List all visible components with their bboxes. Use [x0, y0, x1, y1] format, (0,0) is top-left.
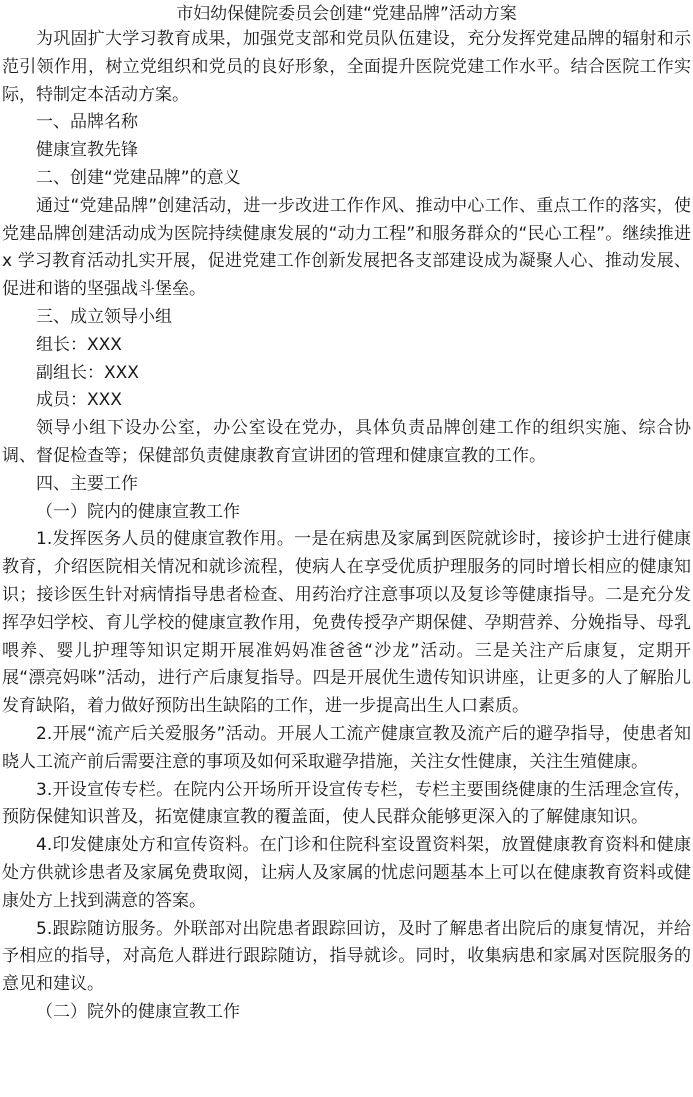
work-item-5-paragraph: 5.跟踪随访服务。外联部对出院患者跟踪回访，及时了解患者出院后的康复情况，并给予相应的指导，对高危人群进行跟踪随访，指导就诊。同时，收集病患和家属对医院服务的意见和建议。: [2, 918, 691, 995]
work-item-4-paragraph: 4.印发健康处方和宣传资料。在门诊和住院科室设置资料架，放置健康教育资料和健康处方供就诊患者及家属免费取阅，让病人及家属的忧虑问题基本上可以在健康教育资料或健康处方上找到满意的答案。: [2, 835, 691, 911]
deputy-leader-line: 副组长：XXX: [36, 362, 139, 383]
subsection-heading-in-hospital: （一）院内的健康宣教工作: [36, 501, 240, 522]
work-item-3-paragraph: 3.开设宣传专栏。在院内公开场所开设宣传专栏，专栏主要围绕健康的生活理念宣传，预防保健知识普及，拓宽健康宣教的覆盖面，使人民群众能够更深入的了解健康知识。: [2, 779, 691, 828]
subsection-heading-outside-hospital: （二）院外的健康宣教工作: [36, 1001, 240, 1022]
brand-name-text: 健康宣教先锋: [36, 140, 138, 161]
section-heading-leadership-group: 三、成立领导小组: [36, 306, 172, 327]
document-title: 市妇幼保健院委员会创建“党建品牌”活动方案: [176, 4, 517, 24]
leadership-office-paragraph: 领导小组下设办公室，办公室设在党办，具体负责品牌创建工作的组织实施、综合协调、督促检查等；保健部负责健康教育宣讲团的管理和健康宣教的工作。: [2, 418, 691, 466]
work-item-2-paragraph: 2.开展“流产后关爱服务”活动。开展人工流产健康宣教及流产后的避孕指导，使患者知晓人工流产前后需要注意的事项及如何采取避孕措施，关注女性健康，关注生殖健康。: [2, 723, 691, 772]
members-line: 成员：XXX: [36, 390, 122, 411]
intro-paragraph: 为巩固扩大学习教育成果，加强党支部和党员队伍建设，充分发挥党建品牌的辐射和示范引领作用，树立党组织和党员的良好形象，全面提升医院党建工作水平。结合医院工作实际，特制定本活动方案。: [2, 29, 691, 105]
section-heading-main-work: 四、主要工作: [36, 473, 138, 494]
section-heading-brand-name: 一、品牌名称: [36, 112, 138, 133]
group-leader-line: 组长：XXX: [36, 334, 122, 355]
section-heading-significance: 二、创建“党建品牌”的意义: [36, 167, 241, 188]
significance-paragraph: 通过“党建品牌”创建活动，进一步改进工作作风、推动中心工作、重点工作的落实，使党建品牌创建活动成为医院持续健康发展的“动力工程”和服务群众的“民心工程”。继续推进 x 学习教育活动扎实开展，促进党建工作创新发展把各支部建设成为凝聚人心、推动发展、促进和谐的坚强战斗堡垒。: [2, 195, 691, 300]
work-item-1-paragraph: 1.发挥医务人员的健康宣教作用。一是在病患及家属到医院就诊时，接诊护士进行健康教育，介绍医院相关情况和就诊流程，使病人在享受优质护理服务的同时增长相应的健康知识；接诊医生针对病情指导患者检查、用药治疗注意事项以及复诊等健康指导。二是充分发挥孕妇学校、育儿学校的健康宣教作用，免费传授孕产期保健、孕期营养、分娩指导、母乳喂养、婴儿护理等知识定期开展准妈妈准爸爸“沙龙”活动。三是关注产后康复，定期开展“漂亮妈咪”活动，进行产后康复指导。四是开展优生遗传知识讲座，让更多的人了解胎儿发育缺陷，着力做好预防出生缺陷的工作，进一步提高出生人口素质。: [2, 529, 691, 717]
